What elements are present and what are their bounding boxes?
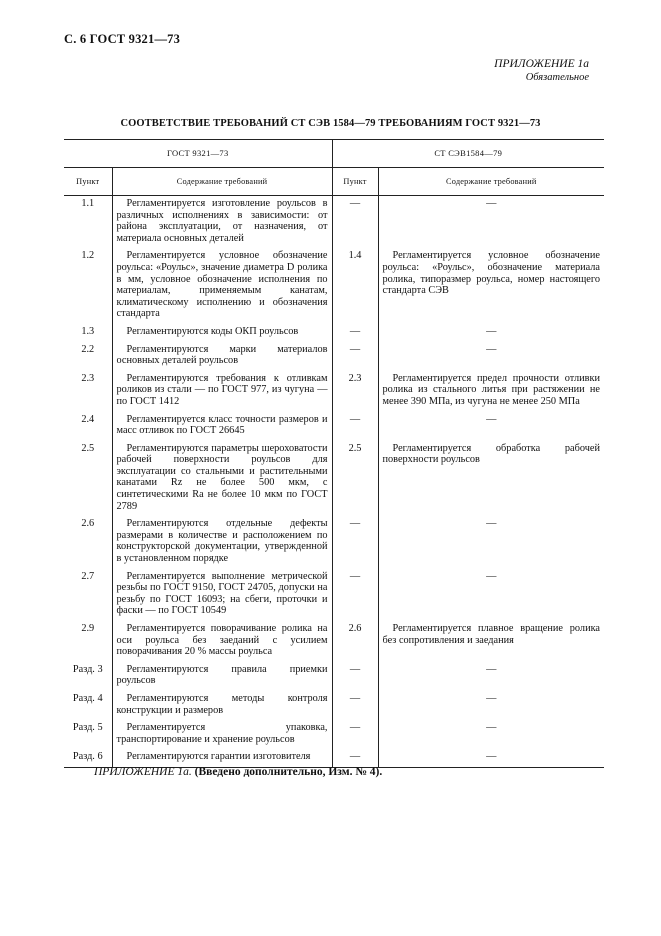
appendix-block [494,58,589,84]
sev-point: — [349,751,361,763]
sev-text: — [486,722,497,734]
gost-point: 1.2 [81,250,95,262]
sev-point: 2.6 [348,623,362,634]
sev-point: — [349,413,361,425]
sev-point: — [349,570,361,582]
gost-point: 2.2 [81,343,95,355]
gost-point: 1.3 [81,325,95,337]
sev-text: Регламентируется условное обозначение роульса: «Роульс», обозначение материала ролика, типоразмер роульса, номер настоящего стандарта СЭВ [382,250,600,297]
gost-text: Регламентируются методы контроля конструкции и размеров [116,692,328,716]
sev-point: — [349,198,361,209]
sev-text: — [486,518,497,530]
table-row [64,516,604,568]
gost-text: Регламентируются правила приемки роульсов [116,663,328,687]
gost-point: Разд. 3 [72,663,103,675]
sev-text: — [486,198,497,209]
table-row [64,691,604,720]
sev-text: — [486,570,497,582]
gost-text: Регламентируются марки материалов основных деталей роульсов [116,343,328,367]
gost-text: Регламентируется класс точности размеров и масс отливок по ГОСТ 26645 [116,413,328,437]
sev-point: — [349,343,361,355]
gost-text: Регламентируются требования к отливкам роликов из стали — по ГОСТ 977, из чугуна — по ГОСТ 1412 [116,372,328,407]
header-gost: ГОСТ 9321—73 [64,140,332,168]
header-sev-content: Содержание требований [378,168,604,196]
table-row [64,196,604,249]
header-gost-content: Содержание требований [112,168,332,196]
sev-text: — [486,663,497,675]
sev-point: — [349,325,361,337]
gost-point: 2.4 [81,413,95,425]
gost-point: 2.9 [81,623,95,634]
gost-text: Регламентируются гарантии изготовителя [126,751,311,763]
gost-text: Регламентируются отдельные дефекты размерами в количестве и расположением по конструкторской документации, утвержденной в установленном порядке [116,518,328,565]
comparison-table [64,139,604,768]
sev-text: — [486,413,497,425]
table-row [64,441,604,517]
gost-text: Регламентируется изготовление роульсов в различных исполнениях в зависимости: от района эксплуатации, от назначения, от материала основных деталей [116,198,328,244]
gost-text: Регламентируются параметры шероховатости рабочей поверхности роульсов для эксплуатации со стальными и растительными канатами Rz не более 500 мкм, с синтетическими Ra не более 10 мкм по ГОСТ 2789 [116,442,328,512]
table-body [64,196,604,768]
sev-text: — [486,325,497,337]
table-row [64,342,604,371]
sev-point: — [349,722,361,734]
sev-point: — [349,518,361,530]
footer-label: ПРИЛОЖЕНИЕ 1а. [94,766,192,778]
sev-text: Регламентируется обработка рабочей поверхности роульсов [382,442,600,466]
gost-text: Регламентируется выполнение метрической резьбы по ГОСТ 9150, ГОСТ 24705, допуски на резьбу по ГОСТ 16093; на сбеги, проточки и фаски — по ГОСТ 10549 [116,570,328,617]
gost-text: Регламентируются коды ОКП роульсов [126,325,299,337]
table-row [64,412,604,441]
sev-text: — [486,692,497,704]
page-header: С. 6 ГОСТ 9321—73 [64,32,181,46]
table-row [64,371,604,412]
header-sev-point: Пункт [332,168,378,196]
sev-point: — [349,692,361,704]
sev-text: — [486,751,497,763]
gost-point: Разд. 5 [72,722,103,734]
table-row [64,749,604,767]
gost-text: Регламентируется условное обозначение роульса: «Роульс», значение диаметра D ролика в мм, условное обозначение исполнения по материалам, применяемым канатам, климатическому исполнению и обозначения стандарта [116,250,328,320]
table-row [64,569,604,621]
table-row [64,720,604,749]
gost-point: 2.6 [81,518,95,530]
gost-point: 2.3 [81,372,95,384]
header-sev: СТ СЭВ1584—79 [332,140,604,168]
document-title: СООТВЕТСТВИЕ ТРЕБОВАНИЙ СТ СЭВ 1584—79 ТРЕБОВАНИЯМ ГОСТ 9321—73 [120,118,541,129]
gost-point: 1.1 [81,198,95,209]
sev-text: Регламентируется плавное вращение ролика без сопротивления и заедания [382,623,600,646]
gost-point: Разд. 4 [72,692,103,704]
appendix-status: Обязательное [525,72,589,83]
sev-point: 1.4 [348,250,362,262]
footer-text: (Введено дополнительно, Изм. № 4). [194,766,383,778]
gost-text: Регламентируется упаковка, транспортирование и хранение роульсов [116,722,328,745]
table-row [64,662,604,691]
header-gost-point: Пункт [64,168,112,196]
sev-point: — [349,663,361,675]
table-row [64,324,604,342]
gost-text: Регламентируется поворачивание ролика на оси роульса без заеданий с усилием поворачивания 20 % массы роульса [116,623,328,658]
sev-text: Регламентируется предел прочности отливки ролика из стального литья при растяжении не менее 390 МПа, из чугуна не менее 250 МПа [382,372,600,407]
appendix-label: ПРИЛОЖЕНИЕ 1а [494,58,589,70]
sev-point: 2.3 [348,372,362,384]
gost-point: 2.7 [81,570,95,582]
sev-text: — [486,343,497,355]
table-row [64,621,604,662]
gost-point: Разд. 6 [72,751,103,763]
sev-point: 2.5 [348,442,362,454]
table-row [64,248,604,324]
gost-point: 2.5 [81,442,95,454]
footer-note [94,766,382,778]
